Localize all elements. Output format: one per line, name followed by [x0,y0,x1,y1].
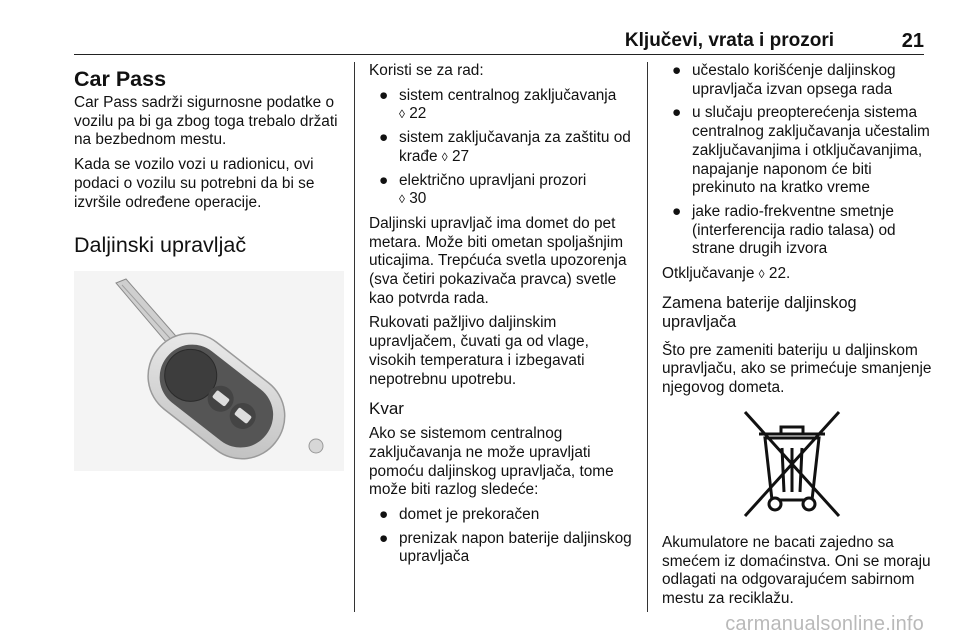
bullet: ● [672,202,682,220]
list-item: ● sistem zaključavanja za zaštitu od krađe ◊ 27 [379,129,631,165]
chapter-title: Ključevi, vrata i prozori [624,30,834,51]
column-divider [354,62,355,612]
list-item: ● domet je prekoračen [379,506,540,524]
list-item: ● električno upravljani prozori ◊ 30 [379,171,587,208]
ref-arrow-icon: ◊ [758,267,765,282]
bullet: ● [672,104,682,122]
ref-arrow-icon: ◊ [399,192,405,207]
car-pass-heading: Car Pass [74,67,167,91]
page-ref: 22 [409,105,427,123]
car-pass-paragraph: Car Pass sadrži sigurnosne podatke o vozilu pa bi ga zbog toga trebalo držati na bezbednom mestu. [74,94,338,149]
bullet: ● [379,171,389,189]
causes-list [369,506,639,567]
list-item: ● u slučaju preopterećenja sistema centralnog zaključavanja učestalim zaključavanjima i otključavanjima, napajanje naponom će biti prekinuto na kratko vreme [672,104,930,197]
battery-paragraph: Što pre zameniti bateriju u daljinskom upravljaču, ako se primećuje smanjenje njegovog dometa. [662,341,932,397]
crossed-bin-icon [737,404,847,524]
page-ref: 22. [768,265,791,283]
column-right [662,62,932,615]
remote-heading: Daljinski upravljač [74,233,247,258]
uses-intro: Koristi se za rad: [369,62,484,79]
watermark: carmanualsonline.info [725,613,924,635]
remote-key-photo [74,271,344,471]
uses-list [369,87,639,209]
battery-heading: Zamena baterije daljinskog upravljača [662,293,857,331]
page-header [74,30,924,55]
column-left [74,62,344,471]
car-pass-paragraph: Kada se vozilo vozi u radionicu, ovi podaci o vozilu su potrebni da bi se izvršile određene operacije. [74,156,315,211]
care-paragraph: Rukovati pažljivo daljinskim upravljačem, čuvati ga od vlage, visokih temperatura i izbegavati nepotrebnu upotrebu. [369,314,589,388]
column-middle [369,62,639,573]
page-number: 21 [901,30,924,52]
unlock-paragraph: Otključavanje ◊ 22. [662,265,791,283]
page-ref: 27 [452,147,470,165]
bullet: ● [379,506,389,524]
causes-list-continued [662,62,932,259]
fault-heading: Kvar [369,399,404,419]
bullet: ● [379,129,389,147]
list-item: ● prenizak napon baterije daljinskog upravljača [379,529,632,566]
disposal-paragraph: Akumulatore ne bacati zajedno sa smećem iz domaćinstva. Oni se moraju odlagati na odgovarajućem sabirnom mestu za reciklažu. [662,533,931,607]
range-paragraph: Daljinski upravljač ima domet do pet metara. Može biti ometan spoljašnjim uticajima. Trepćuća svetla upozorenja (sva četiri pokazivača pravca) svetle kao potvrda rada. [369,214,627,307]
ref-arrow-icon: ◊ [399,107,405,122]
list-item: ● sistem centralnog zaključavanja ◊ 22 [379,86,617,123]
column-divider [647,62,648,612]
bullet: ● [379,86,389,104]
list-item: ● jake radio-frekventne smetnje (interferencija radio talasa) od strane drugih izvora [672,202,896,258]
bullet: ● [379,529,389,547]
list-item: ● učestalo korišćenje daljinskog upravljača izvan opsega rada [672,62,896,98]
remote-key-illustration [74,271,344,471]
ref-arrow-icon: ◊ [441,149,448,164]
fault-paragraph: Ako se sistemom centralnog zaključavanja ne može upravljati pomoću daljinskog upravljača, tome može biti razlog sledeće: [369,425,614,499]
page-ref: 30 [409,190,427,208]
bullet: ● [672,62,682,79]
